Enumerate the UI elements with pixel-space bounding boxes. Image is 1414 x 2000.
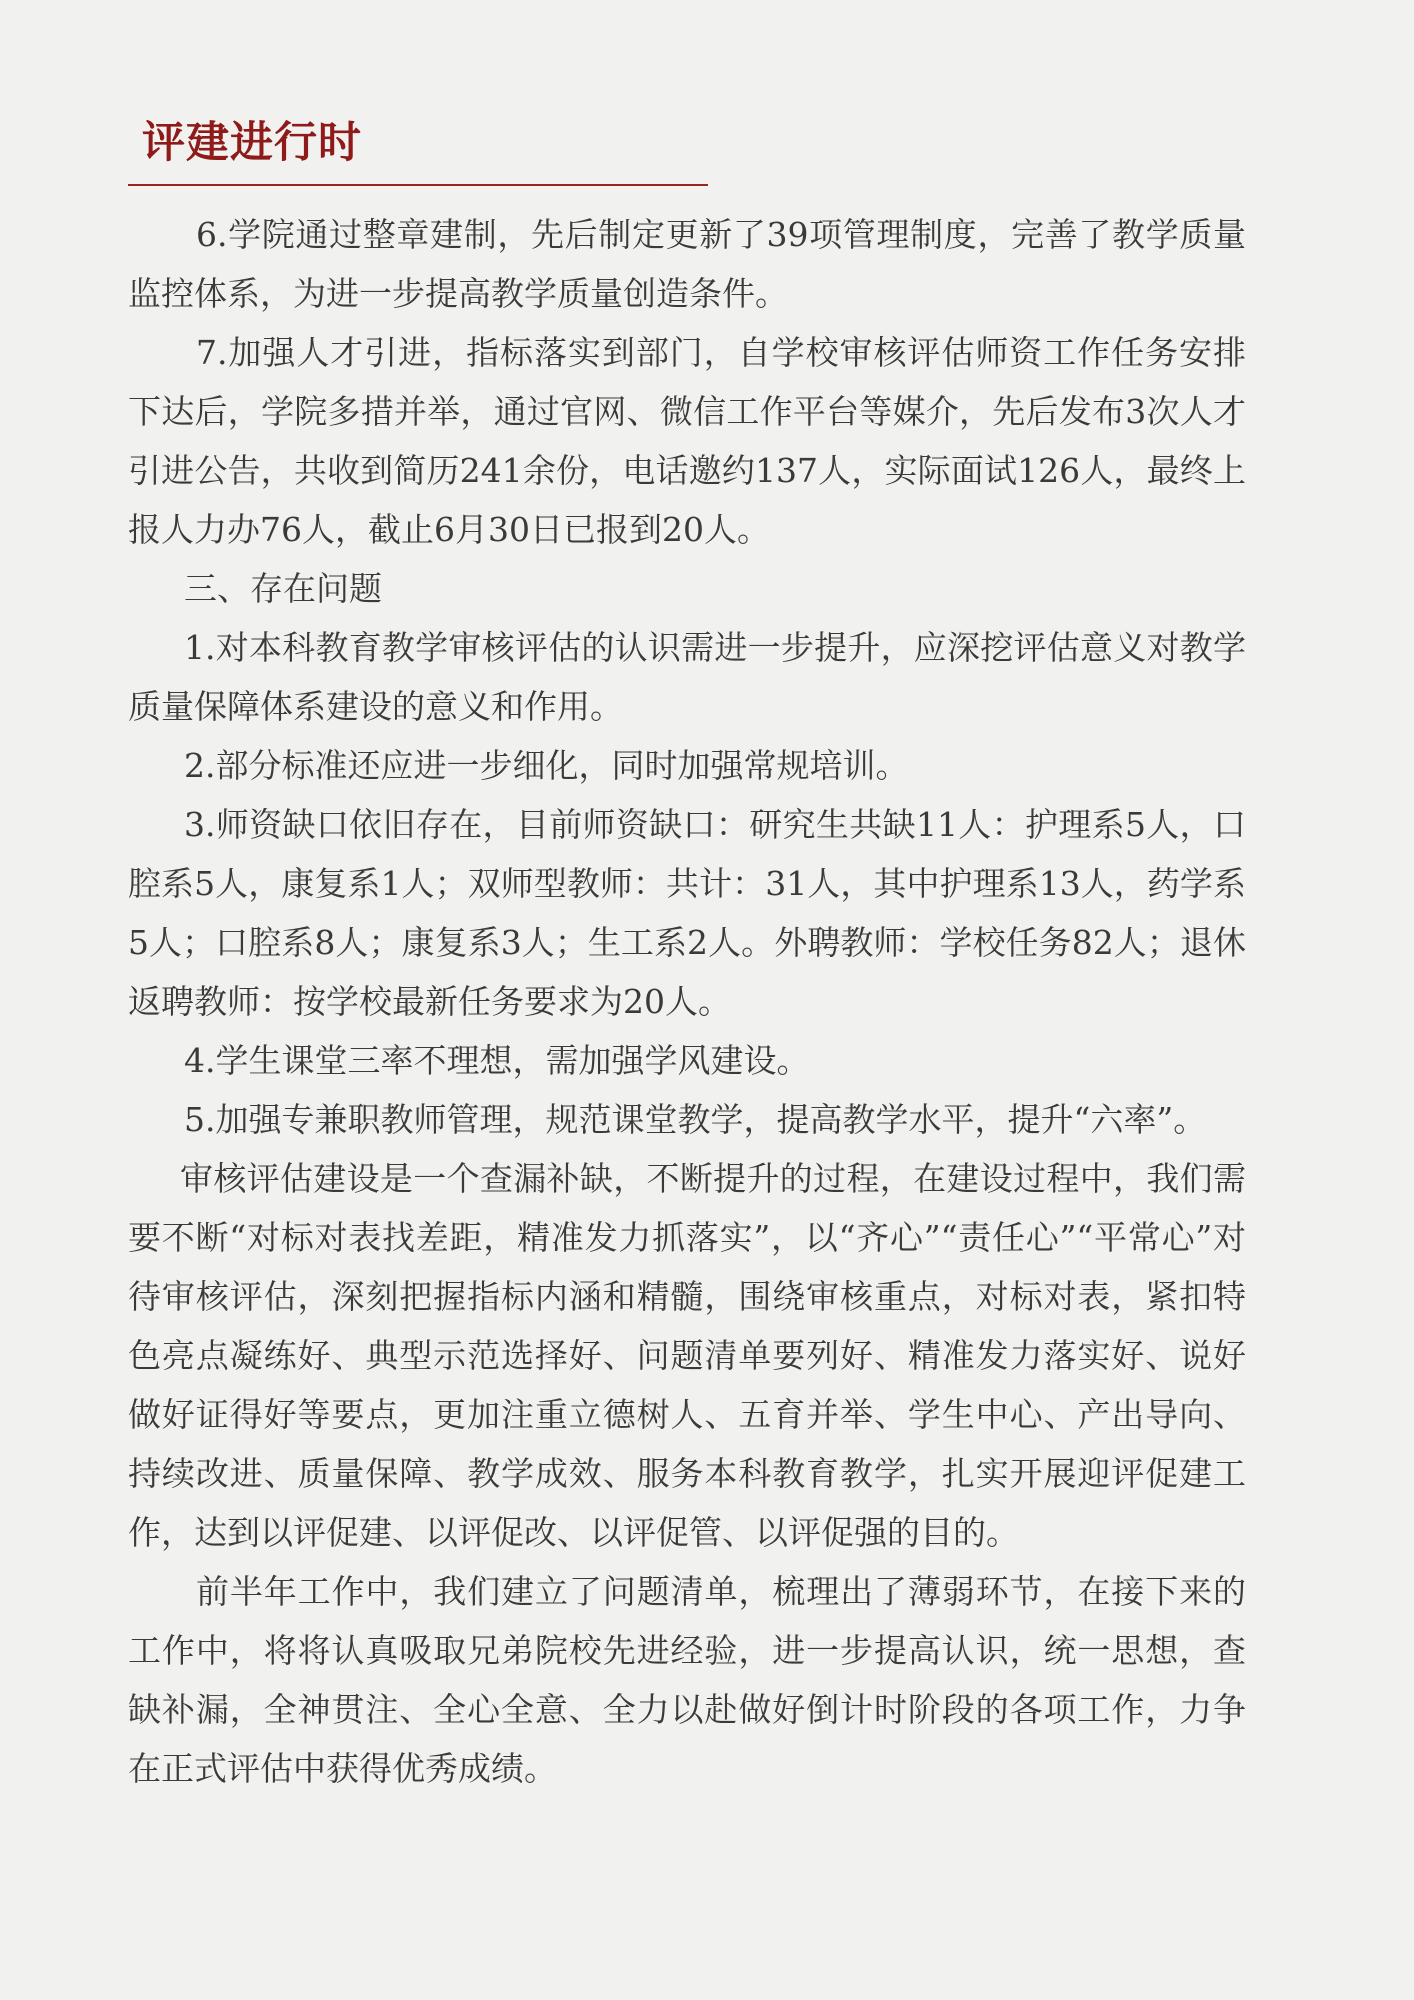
- paragraph-item-6: 6.学院通过整章建制，先后制定更新了39项管理制度，完善了教学质量监控体系，为进一步提高教学质量创造条件。: [128, 215, 1246, 313]
- section-title: 评建进行时: [142, 118, 362, 168]
- closing-paragraph: 前半年工作中，我们建立了问题清单，梳理出了薄弱环节，在接下来的工作中，将将认真吸取兄弟院校先进经验，进一步提高认识，统一思想，查缺补漏，全神贯注、全心全意、全力以赴做好倒计时阶段的各项工作，力争在正式评估中获得优秀成绩。: [128, 1572, 1246, 1788]
- problem-item-5: 5.加强专兼职教师管理，规范课堂教学，提高教学水平，提升“六率”。: [184, 1100, 1207, 1139]
- problem-item-2: 2.部分标准还应进一步细化，同时加强常规培训。: [184, 746, 909, 785]
- problem-item-4: 4.学生课堂三率不理想，需加强学风建设。: [184, 1041, 810, 1080]
- problem-item-3: 3.师资缺口依旧存在，目前师资缺口：研究生共缺11人：护理系5人，口腔系5人，康复系1人；双师型教师：共计：31人，其中护理系13人，药学系5人；口腔系8人；康复系3人；生工系2人。外聘教师：学校任务82人；退休返聘教师：按学校最新任务要求为20人。: [128, 805, 1246, 1021]
- section-heading-problems: 三、存在问题: [184, 569, 382, 608]
- article-body: [128, 205, 1246, 1798]
- title-underline: [128, 184, 708, 186]
- paragraph-item-7: 7.加强人才引进，指标落实到部门，自学校审核评估师资工作任务安排下达后，学院多措并举，通过官网、微信工作平台等媒介，先后发布3次人才引进公告，共收到简历241余份，电话邀约137人，实际面试126人，最终上报人力办76人，截止6月30日已报到20人。: [128, 333, 1246, 549]
- section-header: [128, 108, 708, 186]
- summary-paragraph: 审核评估建设是一个查漏补缺，不断提升的过程，在建设过程中，我们需要不断“对标对表找差距，精准发力抓落实”，以“齐心”“责任心”“平常心”对待审核评估，深刻把握指标内涵和精髓，围绕审核重点，对标对表，紧扣特色亮点凝练好、典型示范选择好、问题清单要列好、精准发力落实好、说好做好证得好等要点，更加注重立德树人、五育并举、学生中心、产出导向、持续改进、质量保障、教学成效、服务本科教育教学，扎实开展迎评促建工作，达到以评促建、以评促改、以评促管、以评促强的目的。: [128, 1159, 1246, 1552]
- problem-item-1: 1.对本科教育教学审核评估的认识需进一步提升，应深挖评估意义对教学质量保障体系建设的意义和作用。: [128, 628, 1246, 726]
